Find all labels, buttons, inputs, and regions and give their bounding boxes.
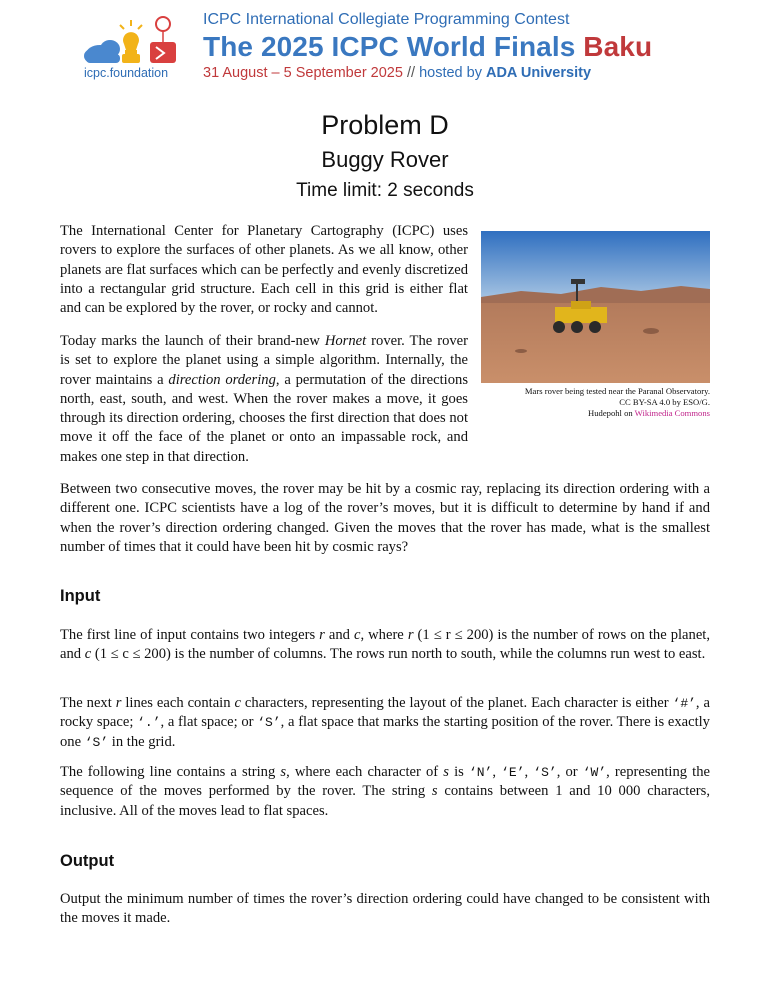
- text-span: , a flat space; or: [160, 714, 258, 731]
- caption-text: Hudepohl on: [588, 408, 633, 418]
- foundation-name: icpc.foundation: [84, 66, 169, 80]
- lightbulb-icon: [120, 20, 142, 63]
- time-limit: Time limit: 2 seconds: [296, 180, 474, 201]
- output-paragraph: Output the minimum number of times the rover’s direction ordering could have changed to be consistent with the moves it made.: [60, 891, 710, 927]
- char-s: ‘S’: [84, 734, 109, 750]
- intro-paragraph: The International Center for Planetary Cartography (ICPC) uses rovers to explore the surfaces of other planets. As we all know, other planets are flat surfaces which can be perfectly and evenly discretized into a rectangular grid structure. Each cell in this grid is either flat and can be explored by the rover, or rocky and cannot.: [60, 223, 468, 317]
- caption-line: [470, 408, 710, 419]
- char-dot: ‘.’: [137, 715, 161, 731]
- range-c: (1 ≤ c ≤ 200): [91, 646, 171, 663]
- rover-paragraph: [60, 332, 468, 467]
- var-s: s: [431, 783, 438, 800]
- text-span: and: [324, 627, 354, 643]
- text-span: ,: [492, 764, 502, 780]
- var-r: r: [115, 695, 122, 711]
- text-span: The next: [60, 695, 116, 711]
- text-span: in the grid.: [108, 733, 176, 750]
- cosmic-ray-paragraph: Between two consecutive moves, the rover may be hit by a cosmic ray, replacing its direction ordering with a different one. ICPC scientists have a log of the rover’s moves, but it is difficult to determine by hand if and when the rover’s direction ordering changed. Given the moves that the rover has made, what is the smallest number of times that it could have been hit by cosmic rays?: [60, 481, 710, 555]
- var-s: s: [443, 764, 449, 780]
- text-span: , or: [556, 764, 583, 780]
- balloon-icon: [150, 17, 176, 63]
- hosted-by: hosted by: [419, 65, 482, 81]
- text-span: ,: [524, 764, 534, 780]
- input-moves-line: [60, 763, 710, 821]
- term-direction-ordering: direction ordering: [168, 371, 276, 388]
- output-heading: Output: [60, 852, 115, 870]
- separator: //: [406, 65, 416, 81]
- text-span: , where: [360, 627, 408, 643]
- text-span: , a rocky space;: [60, 695, 711, 731]
- text-span: is: [448, 764, 469, 780]
- var-c: c: [353, 627, 361, 643]
- text-span: is the number of columns. The rows run north to south, while the columns run west to east.: [170, 646, 706, 663]
- contest-name: ICPC International Collegiate Programming Contest: [203, 11, 570, 28]
- input-heading: Input: [60, 587, 101, 605]
- event-dates: 31 August – 5 September 2025: [203, 65, 403, 81]
- problem-name: Buggy Rover: [321, 147, 449, 172]
- var-r: r: [319, 627, 325, 643]
- wikimedia-link[interactable]: Wikimedia Commons: [634, 408, 710, 418]
- problem-label: Problem D: [321, 110, 449, 140]
- text-span: , where each character of: [286, 764, 444, 780]
- text-span: The first line of input contains two integers: [60, 627, 320, 643]
- input-grid-lines: [60, 694, 710, 752]
- var-s: s: [280, 764, 287, 780]
- mars-rover-photo: [481, 231, 710, 383]
- char-n: ‘N’: [468, 765, 493, 780]
- event-title: [203, 31, 652, 63]
- var-r: r: [407, 627, 414, 643]
- char-e: ‘E’: [501, 765, 525, 780]
- char-w: ‘W’: [582, 765, 607, 780]
- text-span: , a flat space that marks the starting position of the rover. There is exactly one: [60, 714, 710, 750]
- text-span: , representing the sequence of the moves performed by the rover. The string: [60, 764, 710, 800]
- char-hash: ‘#’: [672, 696, 696, 711]
- var-c: c: [84, 646, 92, 663]
- var-c: c: [234, 695, 241, 711]
- host-university: ADA University: [485, 65, 592, 81]
- input-first-line: [60, 626, 710, 665]
- text-span: contains between 1 and 10 000 characters, inclusive. All of the moves lead to flat spaces.: [60, 783, 710, 819]
- text-span: rover. The rover is set to explore the planet using a simple algorithm. Internally, the rover maintains a: [60, 333, 469, 388]
- event-city: Baku: [583, 31, 653, 62]
- text-span: The following line contains a string: [60, 764, 281, 780]
- figure-caption: [470, 386, 710, 419]
- text-span: lines each contain: [121, 695, 235, 711]
- caption-line: CC BY-SA 4.0 by ESO/G.: [619, 397, 710, 407]
- text-span: , a permutation of the directions north, east, south, and west. When the rover makes a move, it goes through its direction ordering, chooses the first direction that does not move it off the face of the planet or onto an impassable rock, and makes one step in that direction.: [60, 371, 468, 465]
- char-s: ‘S’: [533, 765, 557, 780]
- caption-line: Mars rover being tested near the Paranal Observatory.: [524, 386, 710, 396]
- text-span: Today marks the launch of their brand-new: [60, 333, 325, 349]
- text-span: is the number of rows on the planet, and: [60, 627, 710, 663]
- event-dates-line: [203, 65, 591, 81]
- cloud-icon: [84, 40, 120, 63]
- rover-name: Hornet: [324, 333, 367, 349]
- text-span: characters, representing the layout of the planet. Each character is either: [240, 695, 673, 711]
- event-title-main: The 2025 ICPC World Finals: [203, 31, 576, 62]
- char-s: ‘S’: [257, 715, 281, 731]
- range-r: (1 ≤ r ≤ 200): [413, 627, 494, 643]
